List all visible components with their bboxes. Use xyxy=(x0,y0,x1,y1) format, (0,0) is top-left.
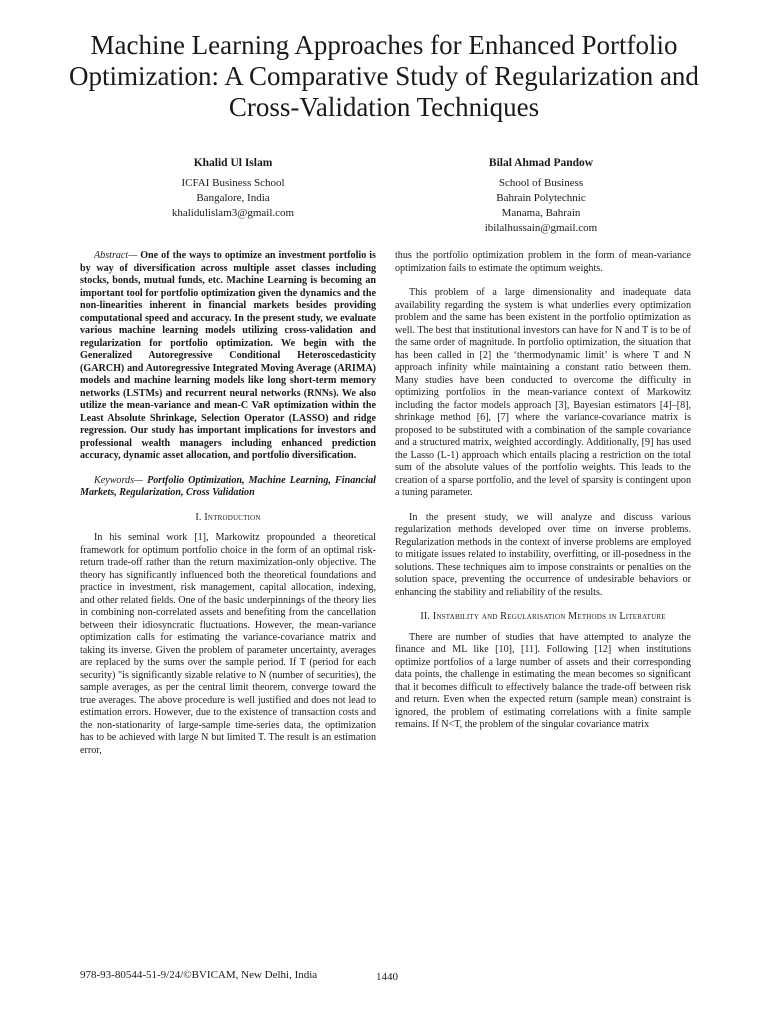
keywords xyxy=(80,475,376,500)
abstract-label: Abstract— xyxy=(94,250,138,261)
keywords-text: Portfolio Optimization, Machine Learning, Financial Markets, Regularization, Cross Validation xyxy=(80,474,376,498)
author-affiliation: Bahrain Polytechnic xyxy=(496,192,586,204)
author-block-1 xyxy=(113,156,353,221)
right-column xyxy=(395,250,691,744)
abstract-text: One of the ways to optimize an investment portfolio is by way of diversification across multiple asset classes including stocks, bonds, mutual funds, etc. Machine Learning is becoming an important tool for portfolio optimization given the dynamics and the non-linearities inherent in financial markets besides providing computational speed and accuracy. In the present study, we evaluate various machine learning models utilizing cross-validation and regularization for portfolio optimization. We begin with the Generalized Autoregressive Conditional Heteroscedasticity (GARCH) and Autoregressive Integrated Moving Average (ARIMA) models and machine learning models like long short-term memory networks (LSTMs) and recurrent neural networks (RNNs). We also utilize the mean-variance and mean-C VaR optimization within the Least Absolute Shrinkage, Selection Operator (LASSO) and ridge regression. Our study has important implications for investors and professional wealth managers including enhanced prediction accuracy, dynamic asset allocation, and portfolio diversification. xyxy=(80,250,376,461)
author-name: Khalid Ul Islam xyxy=(193,157,273,169)
author-email[interactable]: ibilalhussain@gmail.com xyxy=(484,222,598,234)
body-paragraph: There are number of studies that have attempted to analyze the finance and ML like [10], [11]. Following [12] when institutions optimize portfolios of a large number of assets and their corresponding data points, the challenge in estimating the mean becomes so significant that it becomes difficult to effectively balance the trade-off between risk and return. Even when the expected return (sample mean) constraint is ignored, the problem of estimating correlations with a finite sample remains. If N<T, the problem of the singular covariance matrix xyxy=(395,631,691,730)
body-paragraph: thus the portfolio optimization problem in the form of mean-variance optimization fails to estimate the optimum weights. xyxy=(395,250,691,274)
paper-title: Machine Learning Approaches for Enhanced Portfolio Optimization: A Comparative Study of Regularization and Cross-Validation Techniques xyxy=(69,30,699,122)
author-affiliation: School of Business xyxy=(498,177,584,189)
author-block-2 xyxy=(421,156,661,236)
section-heading-introduction: I. Introduction xyxy=(195,511,261,523)
author-affiliation: ICFAI Business School xyxy=(181,177,285,189)
left-column xyxy=(80,250,376,769)
page-number: 1440 xyxy=(376,971,398,983)
abstract xyxy=(80,250,376,463)
author-email[interactable]: khalidulislam3@gmail.com xyxy=(171,207,295,219)
author-name: Bilal Ahmad Pandow xyxy=(488,157,594,169)
body-paragraph: This problem of a large dimensionality and inadequate data availability regarding the system is what underlies every optimization problem and the same has been existent in the portfolio optimization as well. The best that institutional investors can have for N and T is to be of the same order of magnitude. In portfolio optimization, the situation that has been called in [2] the ‘thermodynamic limit’ is where T and N approach infinity while maintaining a constant ratio between them. Many studies have been conducted to overcome the difficulty in optimizing portfolios in the mean-variance context of Markowitz including the factor models approach [3], Bayesian estimators [4]–[8], shrinkage method [6], [7] where the variance-covariance matrix is proposed to be substituted with a combination of the sample covariance and a structured matrix, weighted accordingly. Additionally, [9] has used the Lasso (L-1) approach which entails placing a restriction on the total sum of the absolute values of the portfolio weights. This leads to the creation of a sparse portfolio, and the level of sparsity is contingent upon a tuning parameter. xyxy=(395,287,691,498)
body-paragraph: In his seminal work [1], Markowitz propounded a theoretical framework for optimum portfolio choice in the form of an optimal risk-return trade-off rather than the return maximization-only objective. The theory has significantly influenced both the theoretical foundations and practice in investment, risk management, capital allocation, indexing, and other related fields. One of the basic underpinnings of the theory lies in combining non-correlated assets and benefiting from the cancellation between their idiosyncratic fluctuations. However, the mean-variance optimization calls for estimating the variance-covariance matrix and taking its inverse. Given the problem of parameter uncertainty, averages are replaced by the sums over the sample period. If T (period for each security) "is significantly sizable relative to N (number of securities), the sample averages, as per the central limit theorem, converge toward the true averages. The above procedure is well justified and does not lead to estimation errors. However, due to the existence of transaction costs and the non-stationarity of large-sample time-series data, the optimization has to be achieved with large N but limited T. The result is an estimation error, xyxy=(80,532,376,756)
keywords-label: Keywords— xyxy=(94,474,143,486)
section-heading-instability: II. Instability and Regularisation Methods in Literature xyxy=(420,611,666,622)
body-paragraph: In the present study, we will analyze and discuss various regularization methods developed over time on inverse problems. Regularization methods in the context of inverse problems are employed to mitigate issues related to instability, overfitting, or ill-posedness in the solutions. These techniques aim to impose constraints or penalties on the solution space, preventing the occurrence of undesirable behaviors or enhancing the stability and reliability of the results. xyxy=(395,511,691,598)
footer-isbn: 978-93-80544-51-9/24/©BVICAM, New Delhi, India xyxy=(80,969,318,981)
author-location: Manama, Bahrain xyxy=(501,207,581,219)
author-location: Bangalore, India xyxy=(196,192,270,204)
